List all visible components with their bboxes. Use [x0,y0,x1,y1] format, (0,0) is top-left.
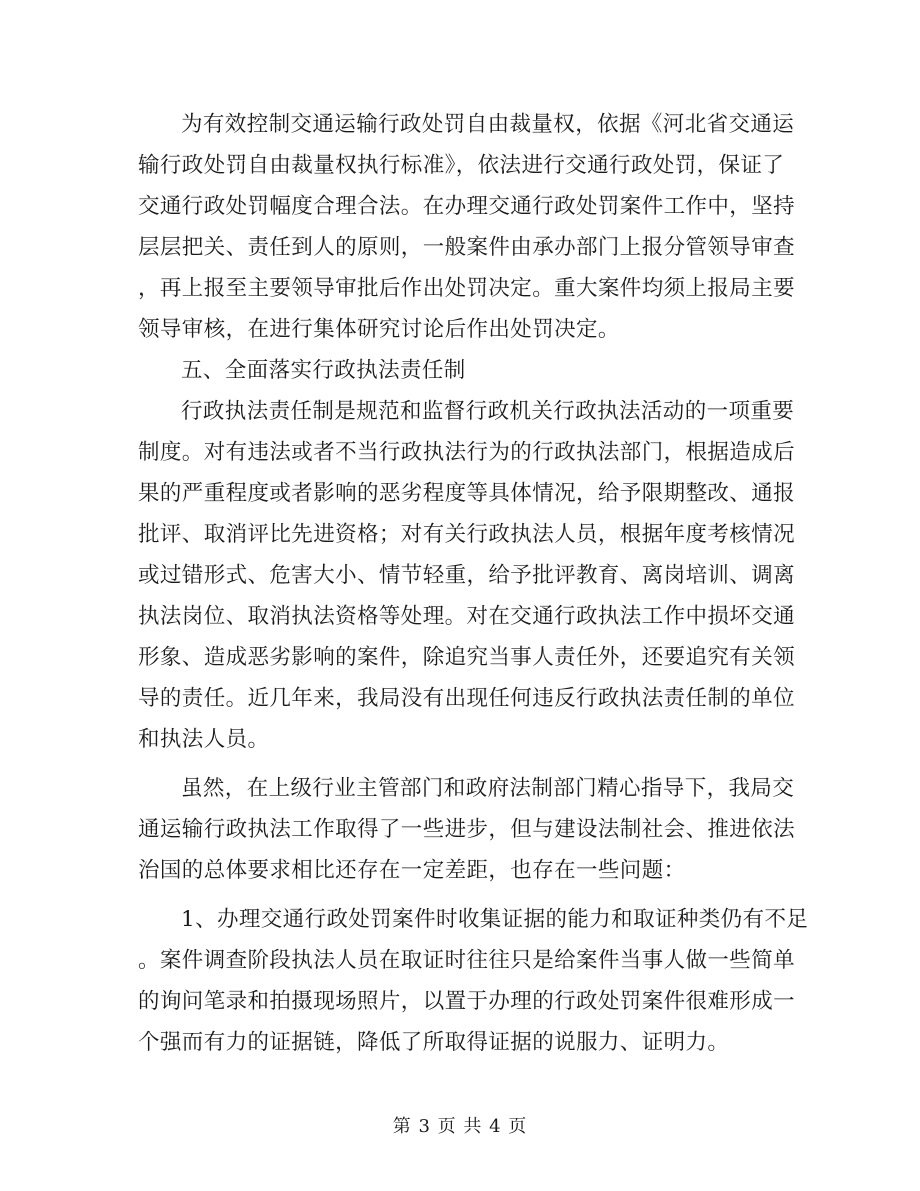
text-line: 批评、取消评比先进资格；对有关行政执法人员，根据年度考核情况 [138,522,796,547]
document-body [138,104,809,1063]
text-line: 执法岗位、取消执法资格等处理。对在交通行政执法工作中损坏交通 [138,604,796,629]
text-line: 为有效控制交通运输行政处罚自由裁量权，依据《河北省交通运 [181,112,795,137]
text-line: 领导审核，在进行集体研究讨论后作出处罚决定。 [138,317,620,342]
text-line: 的询问笔录和拍摄现场照片，以置于办理的行政处罚案件很难形成一 [138,989,796,1014]
text-line: 导的责任。近几年来，我局没有出现任何违反行政执法责任制的单位 [138,686,796,711]
text-line: ，再上报至主要领导审批后作出处罚决定。重大案件均须上报局主要 [138,276,796,301]
page-number: 第 3 页 共 4 页 [392,1116,528,1137]
paragraph-issue-1 [138,899,809,1063]
text-line: 或过错形式、危害大小、情节轻重，给予批评教育、离岗培训、调离 [138,563,796,588]
text-line: 1、办理交通行政处罚案件时收集证据的能力和取证种类仍有不足 [181,907,809,932]
text-line: 个强而有力的证据链，降低了所取得证据的说服力、证明力。 [138,1030,730,1055]
text-line: 形象、造成恶劣影响的案件，除追究当事人责任外，还要追究有关领 [138,645,796,670]
text-line: 果的严重程度或者影响的恶劣程度等具体情况，给予限期整改、通报 [138,481,796,506]
text-line: 虽然，在上级行业主管部门和政府法制部门精心指导下，我局交 [181,776,795,801]
text-line: 制度。对有违法或者不当行政执法行为的行政执法部门，根据造成后 [138,440,796,465]
paragraph-discretion [138,104,796,350]
text-line: 交通行政处罚幅度合理合法。在办理交通行政处罚案件工作中，坚持 [138,194,796,219]
text-line: 行政执法责任制是规范和监督行政机关行政执法活动的一项重要 [181,399,795,424]
text-line: 输行政处罚自由裁量权执行标准》，依法进行交通行政处罚，保证了 [138,153,785,178]
text-line: 通运输行政执法工作取得了一些进步，但与建设法制社会、推进依法 [138,817,796,842]
paragraph-shortcomings [138,768,796,891]
text-line: 治国的总体要求相比还存在一定差距，也存在一些问题： [138,858,686,883]
section-heading: 五、全面落实行政执法责任制 [181,358,466,383]
paragraph-responsibility [138,391,796,760]
text-line: 。案件调查阶段执法人员在取证时往往只是给案件当事人做一些简单 [138,948,796,973]
text-line: 层层把关、责任到人的原则，一般案件由承办部门上报分管领导审查 [138,235,796,260]
text-line: 和执法人员。 [138,727,270,752]
